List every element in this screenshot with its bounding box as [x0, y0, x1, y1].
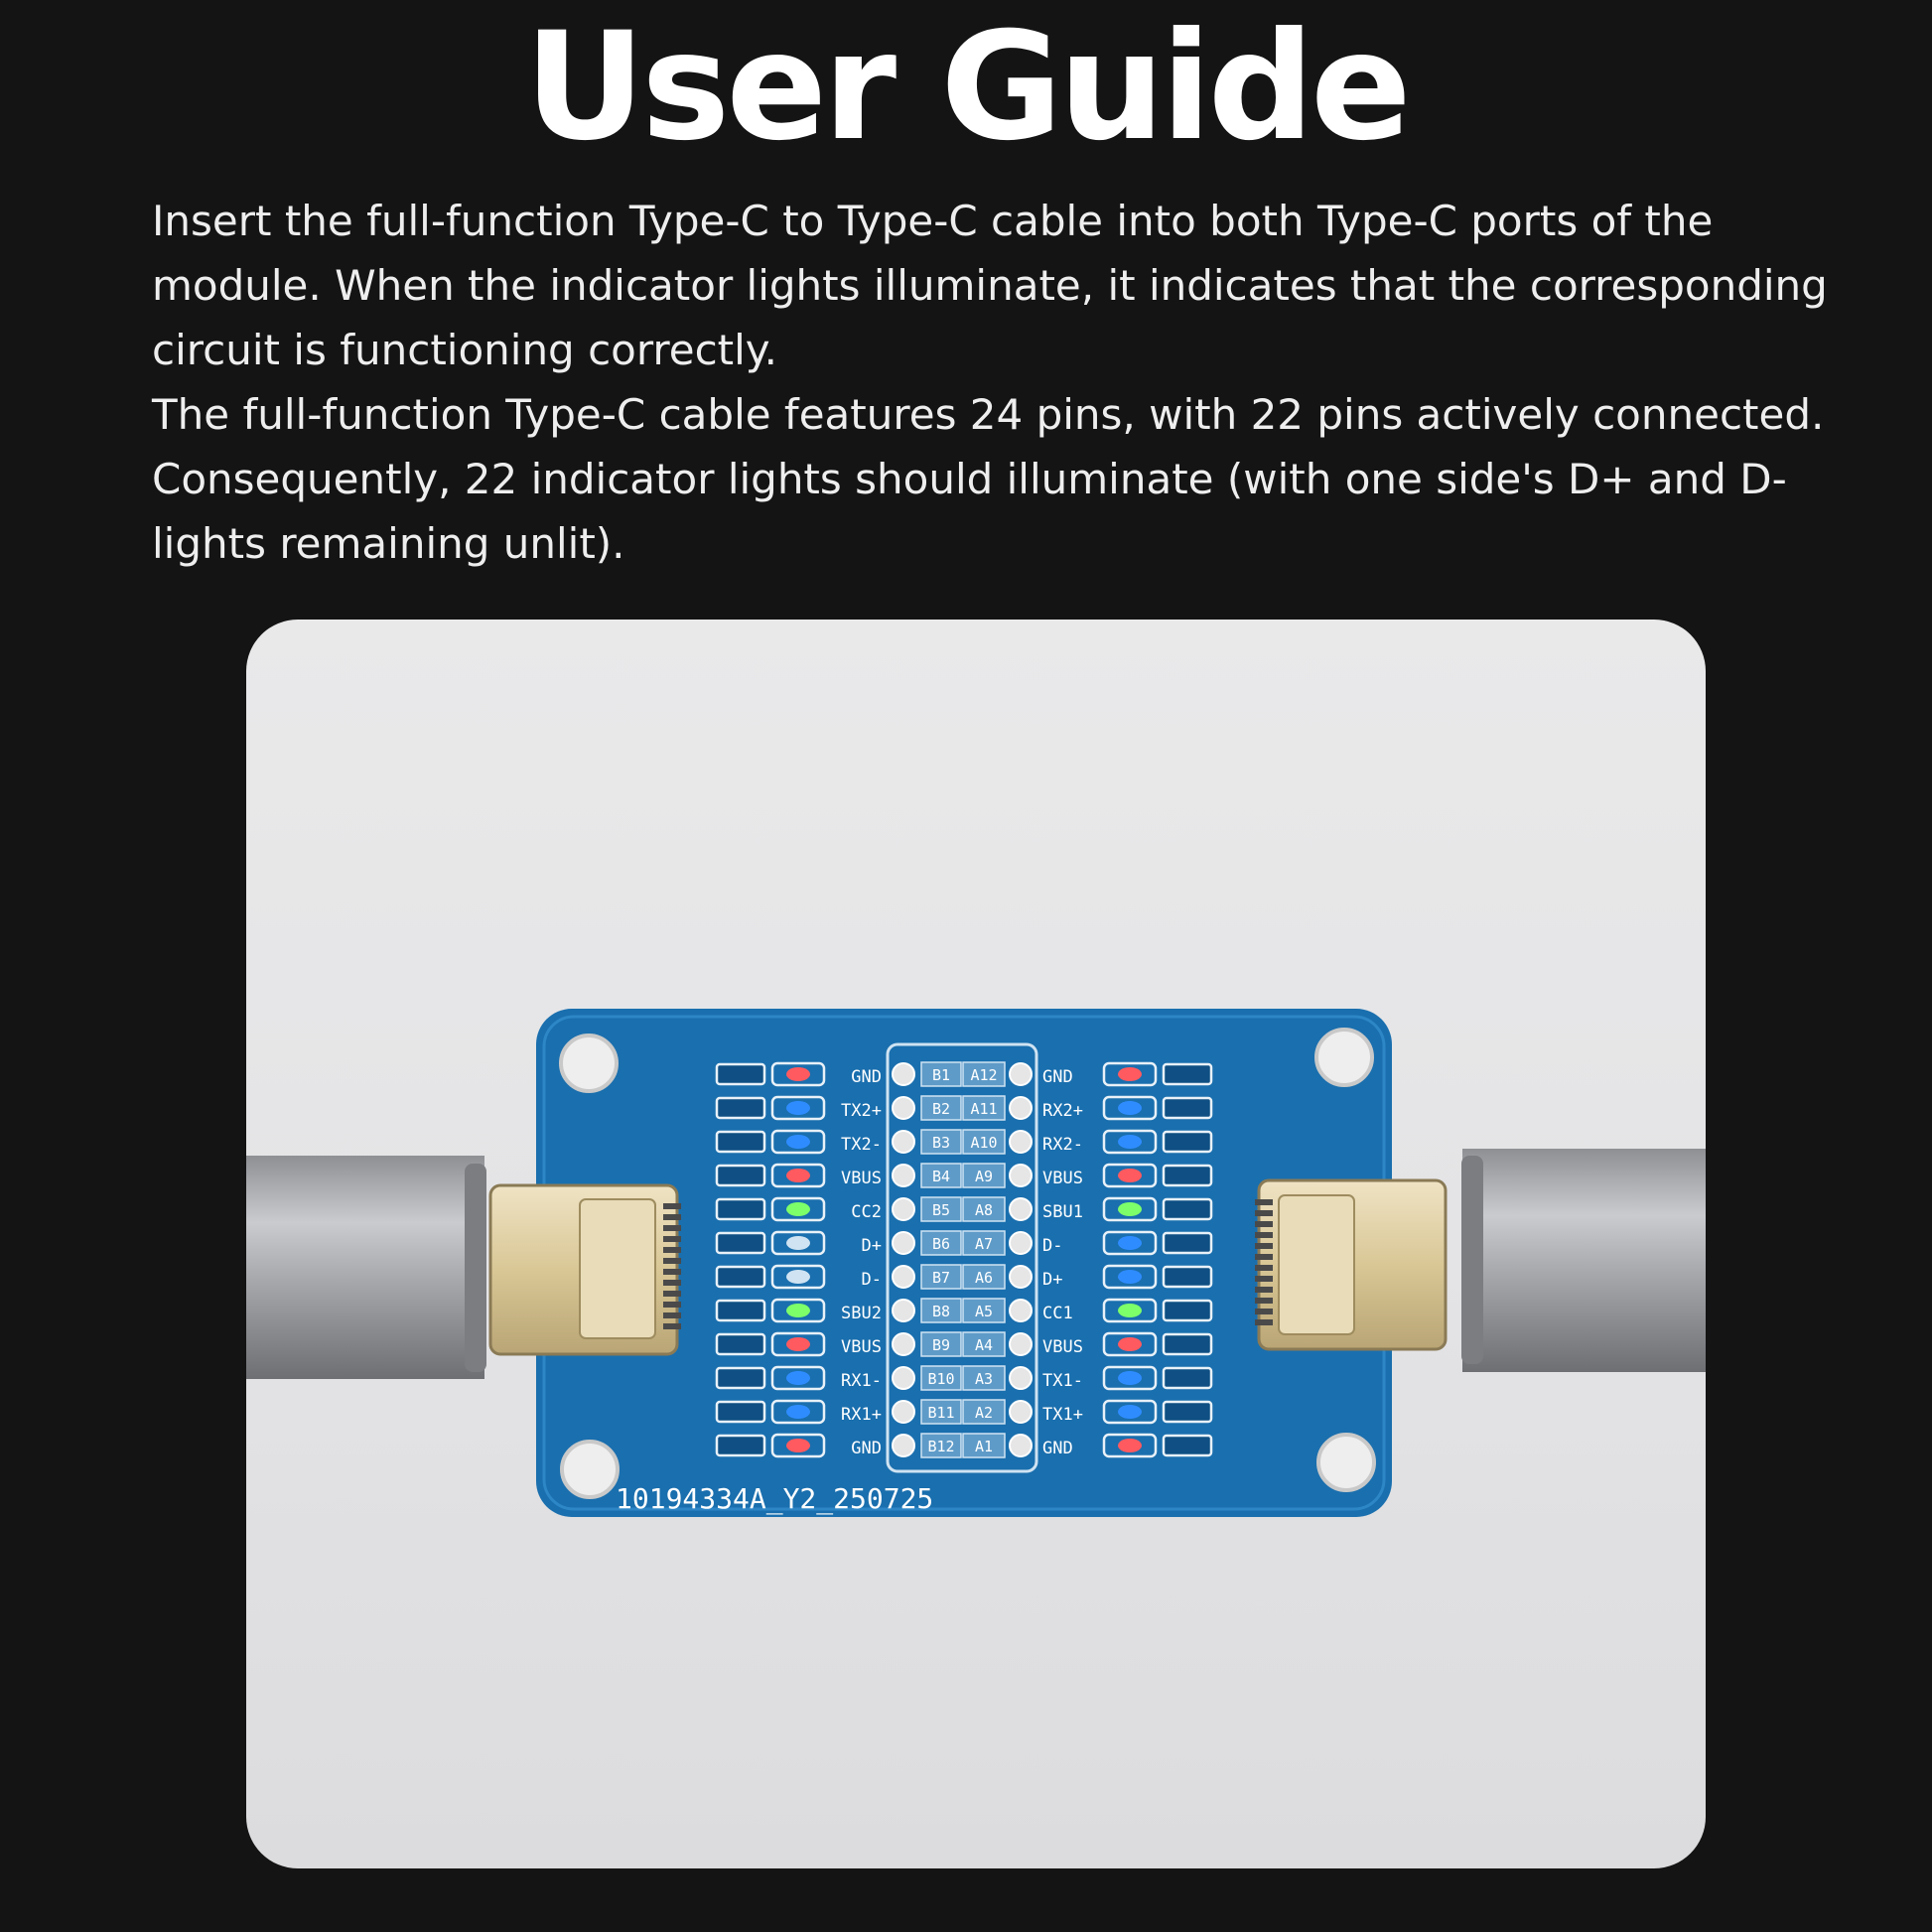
- resistor: [1164, 1436, 1211, 1455]
- pin-label-right: D+: [1042, 1270, 1063, 1290]
- pin-label-left: RX1+: [841, 1405, 882, 1425]
- pin-b-label: B9: [931, 1336, 951, 1354]
- pin-label-left: GND: [851, 1439, 882, 1458]
- pad: [893, 1300, 914, 1321]
- pin-label-left: TX2+: [841, 1101, 882, 1121]
- pin-label-left: GND: [851, 1067, 882, 1087]
- connector-pin: [663, 1247, 681, 1253]
- description: [152, 189, 1860, 576]
- resistor: [717, 1402, 764, 1422]
- connector-pin: [663, 1323, 681, 1329]
- pin-label-left: VBUS: [841, 1169, 882, 1188]
- led-left-11: [786, 1405, 810, 1419]
- pin-b-label: B4: [931, 1168, 951, 1185]
- connector-pin: [1255, 1199, 1273, 1205]
- pin-a-label: A7: [974, 1235, 994, 1253]
- pin-label-right: D-: [1042, 1236, 1063, 1256]
- pad: [893, 1063, 914, 1085]
- resistor: [717, 1267, 764, 1287]
- pad: [893, 1198, 914, 1220]
- connector-pin: [663, 1203, 681, 1209]
- resistor: [717, 1436, 764, 1455]
- pad: [893, 1097, 914, 1119]
- pin-a-label: A6: [974, 1269, 994, 1287]
- led-right-10: [1118, 1371, 1142, 1385]
- pin-label-right: VBUS: [1042, 1337, 1083, 1357]
- mount-hole: [1316, 1030, 1372, 1085]
- pin-label-left: CC2: [851, 1202, 882, 1222]
- pin-label-right: RX2-: [1042, 1135, 1083, 1155]
- led-left-2: [786, 1101, 810, 1115]
- pad: [1010, 1131, 1032, 1153]
- led-left-3: [786, 1135, 810, 1149]
- led-left-8: [786, 1304, 810, 1317]
- pad: [1010, 1333, 1032, 1355]
- pad: [893, 1165, 914, 1186]
- pin-label-right: GND: [1042, 1439, 1073, 1458]
- board-illustration: [246, 620, 1706, 1868]
- pin-a-label: A12: [970, 1066, 998, 1084]
- connector-pin: [1255, 1298, 1273, 1304]
- connector-pin: [663, 1269, 681, 1275]
- led-right-6: [1118, 1236, 1142, 1250]
- pad: [893, 1232, 914, 1254]
- resistor: [1164, 1064, 1211, 1084]
- connector-pin: [663, 1280, 681, 1286]
- pin-b-label: B6: [931, 1235, 951, 1253]
- pad: [1010, 1435, 1032, 1456]
- connector-pin: [663, 1236, 681, 1242]
- pad: [1010, 1367, 1032, 1389]
- pad: [893, 1333, 914, 1355]
- pad: [1010, 1300, 1032, 1321]
- pin-b-label: B7: [931, 1269, 951, 1287]
- led-left-10: [786, 1371, 810, 1385]
- connector-pin: [663, 1258, 681, 1264]
- pin-a-label: A11: [970, 1100, 998, 1118]
- pin-b-label: B5: [931, 1201, 951, 1219]
- pad: [1010, 1165, 1032, 1186]
- connector-pin: [1255, 1265, 1273, 1271]
- connector-pin: [1255, 1319, 1273, 1325]
- pin-label-left: D+: [861, 1236, 882, 1256]
- led-left-9: [786, 1337, 810, 1351]
- connector-pin: [1255, 1210, 1273, 1216]
- connector-pin: [1255, 1276, 1273, 1282]
- pin-b-label: B12: [927, 1438, 955, 1455]
- resistor: [1164, 1267, 1211, 1287]
- resistor: [717, 1064, 764, 1084]
- pin-label-right: SBU1: [1042, 1202, 1083, 1222]
- pad: [1010, 1401, 1032, 1423]
- connector-pin: [1255, 1309, 1273, 1314]
- pad: [893, 1367, 914, 1389]
- pin-label-left: D-: [861, 1270, 882, 1290]
- pin-label-right: RX2+: [1042, 1101, 1083, 1121]
- led-left-12: [786, 1439, 810, 1452]
- pin-label-left: RX1-: [841, 1371, 882, 1391]
- connector-pin: [1255, 1287, 1273, 1293]
- pin-label-left: TX2-: [841, 1135, 882, 1155]
- description-paragraph-1: Insert the full-function Type-C to Type-C cable into both Type-C ports of the module. When the indicator lights illuminate, it indicates that the corresponding circuit is functioning correctly.: [152, 197, 1828, 374]
- pin-label-right: VBUS: [1042, 1169, 1083, 1188]
- led-right-7: [1118, 1270, 1142, 1284]
- pin-label-right: TX1-: [1042, 1371, 1083, 1391]
- resistor: [717, 1368, 764, 1388]
- connector-pin: [663, 1302, 681, 1308]
- led-right-8: [1118, 1304, 1142, 1317]
- pin-a-label: A10: [970, 1134, 998, 1152]
- pad: [1010, 1232, 1032, 1254]
- led-right-3: [1118, 1135, 1142, 1149]
- pin-label-right: CC1: [1042, 1304, 1073, 1323]
- led-right-12: [1118, 1439, 1142, 1452]
- mount-hole: [562, 1442, 618, 1497]
- resistor: [1164, 1098, 1211, 1118]
- resistor: [717, 1098, 764, 1118]
- resistor: [717, 1301, 764, 1320]
- pad: [1010, 1063, 1032, 1085]
- connector-pin: [663, 1214, 681, 1220]
- description-paragraph-2: The full-function Type-C cable features 24 pins, with 22 pins actively connected. Consequently, 22 indicator lights should illuminate (with one side's D+ and D- lights remaining unlit).: [152, 390, 1825, 568]
- led-right-9: [1118, 1337, 1142, 1351]
- pin-a-label: A5: [974, 1303, 994, 1320]
- connector-pin: [663, 1225, 681, 1231]
- pad: [893, 1131, 914, 1153]
- pin-label-right: TX1+: [1042, 1405, 1083, 1425]
- connector-pin: [1255, 1243, 1273, 1249]
- board-serial: 10194334A_Y2_250725: [616, 1482, 934, 1515]
- pin-b-label: B3: [931, 1134, 951, 1152]
- resistor: [717, 1334, 764, 1354]
- pin-b-label: B2: [931, 1100, 951, 1118]
- connector-pin: [1255, 1254, 1273, 1260]
- pin-b-label: B11: [927, 1404, 955, 1422]
- pin-a-label: A8: [974, 1201, 994, 1219]
- resistor: [1164, 1402, 1211, 1422]
- resistor: [717, 1132, 764, 1152]
- pad: [1010, 1097, 1032, 1119]
- pad: [893, 1401, 914, 1423]
- led-left-6: [786, 1236, 810, 1250]
- resistor: [1164, 1301, 1211, 1320]
- led-left-4: [786, 1169, 810, 1182]
- connector-pin: [663, 1291, 681, 1297]
- mount-hole: [561, 1035, 617, 1091]
- right-typec-port: [1279, 1195, 1354, 1334]
- pin-b-label: B10: [927, 1370, 955, 1388]
- pad: [1010, 1266, 1032, 1288]
- pin-a-label: A1: [974, 1438, 994, 1455]
- pin-a-label: A9: [974, 1168, 994, 1185]
- left-cable: [246, 1156, 484, 1379]
- resistor: [1164, 1166, 1211, 1185]
- mount-hole: [1318, 1435, 1374, 1490]
- pad: [893, 1266, 914, 1288]
- right-cable: [1462, 1149, 1706, 1372]
- pin-label-left: SBU2: [841, 1304, 882, 1323]
- led-right-5: [1118, 1202, 1142, 1216]
- resistor: [1164, 1199, 1211, 1219]
- resistor: [717, 1166, 764, 1185]
- pin-label-left: VBUS: [841, 1337, 882, 1357]
- led-right-11: [1118, 1405, 1142, 1419]
- pad: [1010, 1198, 1032, 1220]
- pin-b-label: B8: [931, 1303, 951, 1320]
- led-right-4: [1118, 1169, 1142, 1182]
- connector-pin: [663, 1312, 681, 1318]
- connector-pin: [1255, 1221, 1273, 1227]
- pad: [893, 1435, 914, 1456]
- pin-a-label: A3: [974, 1370, 994, 1388]
- pin-a-label: A4: [974, 1336, 994, 1354]
- led-right-2: [1118, 1101, 1142, 1115]
- pin-label-right: GND: [1042, 1067, 1073, 1087]
- resistor: [717, 1199, 764, 1219]
- product-photo: [246, 620, 1706, 1868]
- led-left-5: [786, 1202, 810, 1216]
- resistor: [717, 1233, 764, 1253]
- resistor: [1164, 1132, 1211, 1152]
- resistor: [1164, 1233, 1211, 1253]
- led-left-7: [786, 1270, 810, 1284]
- led-left-1: [786, 1067, 810, 1081]
- connector-pin: [1255, 1232, 1273, 1238]
- resistor: [1164, 1368, 1211, 1388]
- led-right-1: [1118, 1067, 1142, 1081]
- pin-b-label: B1: [931, 1066, 951, 1084]
- resistor: [1164, 1334, 1211, 1354]
- pin-a-label: A2: [974, 1404, 994, 1422]
- page-title: User Guide: [524, 1, 1408, 174]
